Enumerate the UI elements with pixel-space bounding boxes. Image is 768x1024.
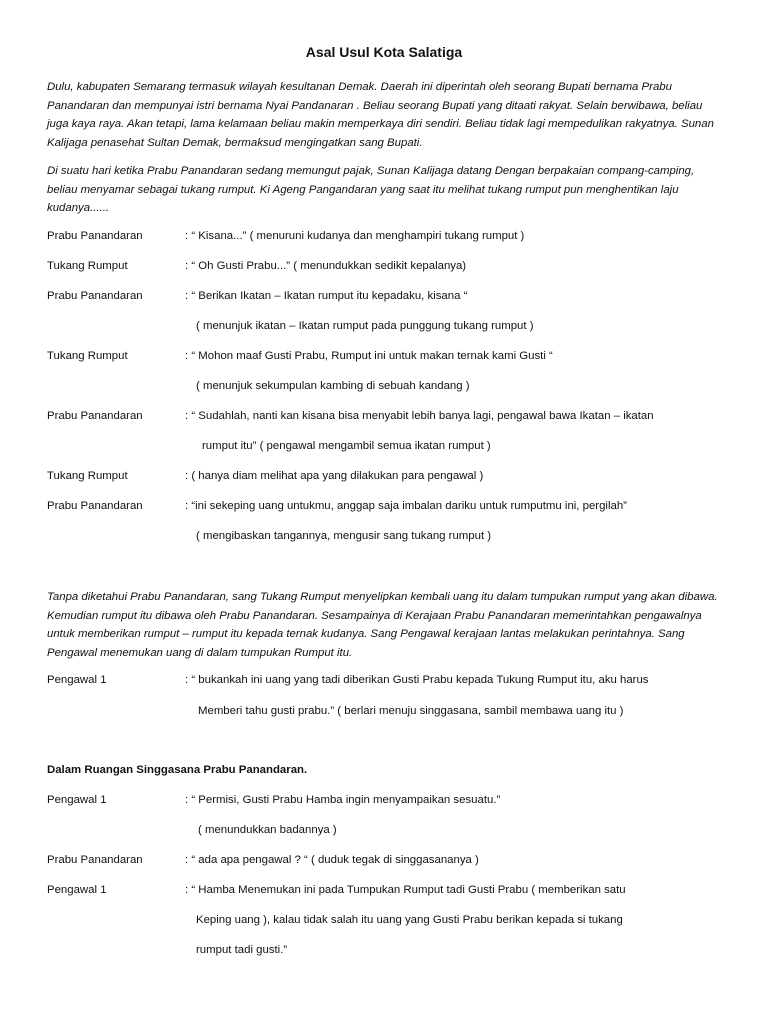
speaker-name: Tukang Rumput	[47, 260, 128, 272]
dialogue-line-continued: Memberi tahu gusti prabu.” ( berlari menuju singgasana, sambil membawa uang itu )	[198, 705, 624, 717]
speaker-name: Tukang Rumput	[47, 470, 128, 482]
dialogue-line-continued: rumput itu” ( pengawal mengambil semua ikatan rumput )	[202, 440, 491, 452]
speaker-name: Prabu Panandaran	[47, 410, 143, 422]
page-title: Asal Usul Kota Salatiga	[305, 44, 463, 60]
dialogue-line: : ( hanya diam melihat apa yang dilakukan para pengawal )	[185, 470, 484, 482]
dialogue-line: : “ Sudahlah, nanti kan kisana bisa menyabit lebih banya lagi, pengawal bawa Ikatan – ikatan	[185, 410, 654, 422]
stage-direction: ( menunjuk ikatan – Ikatan rumput pada punggung tukang rumput )	[196, 320, 534, 332]
dialogue-line: : “ini sekeping uang untukmu, anggap saja imbalan dariku untuk rumputmu ini, pergilah”	[185, 500, 627, 512]
dialogue-line: : “ Mohon maaf Gusti Prabu, Rumput ini untuk makan ternak kami Gusti “	[185, 350, 553, 362]
stage-direction: ( mengibaskan tangannya, mengusir sang tukang rumput )	[196, 530, 492, 542]
dialogue-line: : “ Kisana...” ( menuruni kudanya dan menghampiri tukang rumput )	[185, 230, 525, 242]
dialogue-line-continued: rumput tadi gusti.”	[196, 944, 288, 956]
dialogue-line: : “ Berikan Ikatan – Ikatan rumput itu kepadaku, kisana “	[185, 290, 468, 302]
narration-paragraph: Tanpa diketahui Prabu Panandaran, sang Tukang Rumput menyelipkan kembali uang itu dalam tumpukan rumput yang akan dibawa. Kemudian rumput itu dibawa oleh Prabu Panandaran. Sesampainya di Kerajaan Prabu Panandaran memerintahkan pengawalnya untuk memberikan rumput – rumput itu kepada ternak kudanya. Sang Pengawal kerajaan lantas melakukan perintahnya. Sang Pengawal menemukan uang di dalam tumpukan Rumput itu.	[47, 591, 718, 659]
dialogue-line: : “ Hamba Menemukan ini pada Tumpukan Rumput tadi Gusti Prabu ( memberikan satu	[185, 884, 626, 896]
dialogue-line: : “ bukankah ini uang yang tadi diberikan Gusti Prabu kepada Tukung Rumput itu, aku harus	[185, 674, 649, 686]
dialogue-line: : “ Permisi, Gusti Prabu Hamba ingin menyampaikan sesuatu.”	[185, 794, 501, 806]
dialogue-line: : “ Oh Gusti Prabu...” ( menundukkan sedikit kepalanya)	[185, 260, 467, 272]
speaker-name: Pengawal 1	[47, 884, 107, 896]
speaker-name: Prabu Panandaran	[47, 854, 143, 866]
speaker-name: Prabu Panandaran	[47, 290, 143, 302]
stage-direction: ( menundukkan badannya )	[198, 824, 337, 836]
speaker-name: Prabu Panandaran	[47, 500, 143, 512]
speaker-name: Tukang Rumput	[47, 350, 128, 362]
dialogue-line: : “ ada apa pengawal ? “ ( duduk tegak di singgasananya )	[185, 854, 479, 866]
speaker-name: Pengawal 1	[47, 674, 107, 686]
intro-paragraph-1: Dulu, kabupaten Semarang termasuk wilayah kesultanan Demak. Daerah ini diperintah oleh seorang Bupati bernama Prabu Panandaran dan mempunyai istri bernama Nyai Pandanaran . Beliau seorang Bupati yang ditaati rakyat. Selain berwibawa, beliau juga kaya raya. Akan tetapi, lama kelamaan beliau makin memperkaya diri sendiri. Beliau tidak lagi mempedulikan rakyatnya. Sunan Kalijaga penasehat Sultan Demak, bermaksud mengingatkan sang Bupati.	[47, 81, 714, 149]
intro-paragraph-2: Di suatu hari ketika Prabu Panandaran sedang memungut pajak, Sunan Kalijaga datang Dengan berpakaian compang-camping, beliau menyamar sebagai tukang rumput. Ki Ageng Pangandaran yang saat itu melihat tukang rumput pun menghentikan laju kudanya......	[47, 165, 695, 215]
dialogue-line-continued: Keping uang ), kalau tidak salah itu uang yang Gusti Prabu berikan kepada si tukang	[196, 914, 623, 926]
speaker-name: Prabu Panandaran	[47, 230, 143, 242]
speaker-name: Pengawal 1	[47, 794, 107, 806]
scene-heading: Dalam Ruangan Singgasana Prabu Panandaran.	[47, 764, 308, 776]
stage-direction: ( menunjuk sekumpulan kambing di sebuah kandang )	[196, 380, 470, 392]
